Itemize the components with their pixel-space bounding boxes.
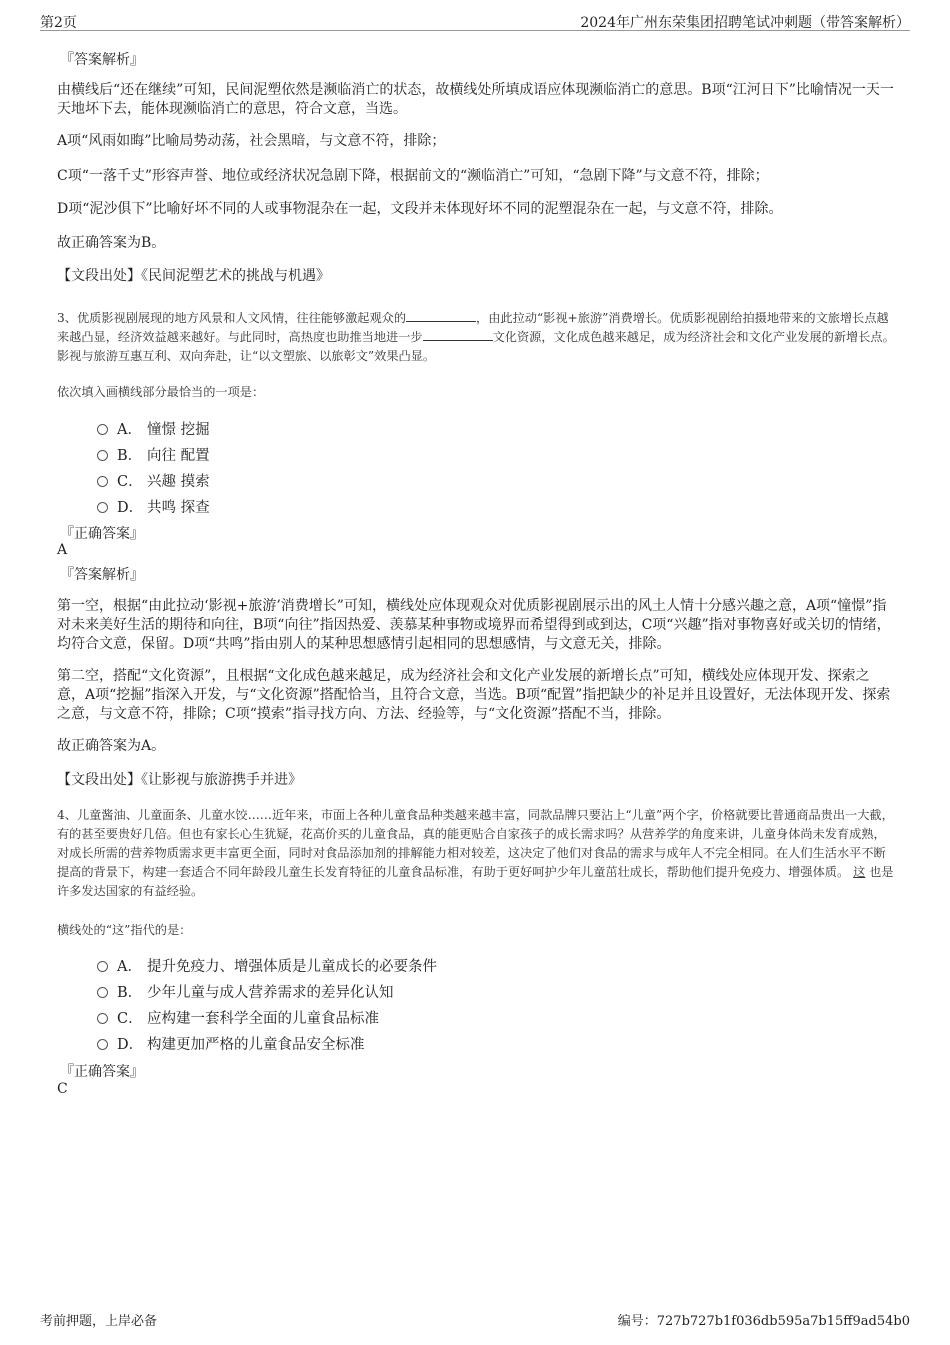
q4-prompt: 横线处的“这”指代的是： [57,923,192,937]
q3-option-d[interactable] [97,496,210,518]
option-text: 提升免疫力、增强体质是儿童成长的必要条件 [147,959,437,975]
q4-option-a[interactable] [97,955,437,977]
q4-stem-part1: 4、儿童酱油、儿童面条、儿童水饺……近年来，市面上各种儿童食品种类越来越丰富，同款品牌只要沾上“儿童”两个字，价格就要比普通商品贵出一大截，有的甚至要贵好几倍。但也有家长心生犹疑，花高价买的儿童食品，真的能更贴合自家孩子的成长需求吗？从营养学的角度来讲，儿童身体尚未发育成熟，对成长所需的营养物质需求更丰富更全面，同时对食品添加剂的排解能力相对较差，这决定了他们对食品的需求与成年人不完全相同。在人们生活水平不断提高的背景下，构建一套适合不同年龄段儿童生长发育特征的儿童食品标准，有助于更好呵护少年儿童茁壮成长，帮助他们提升免疫力、增强体质。 [57,808,894,879]
q3-analysis-para1: 第一空，根据“由此拉动‘影视+旅游’消费增长”可知，横线处应体现观众对优质影视剧展示出的风土人情十分感兴趣之意，A项“憧憬”指对未来美好生活的期待和向往，B项“向往”指因热爱、羡慕某种事物或境界而希望得到或到达，C项“兴趣”指对事物喜好或关切的情绪，均符合文意，保留。D项“共鸣”指由别人的某种思想感情引起相同的思想感情，与文意无关，排除。 [57,598,891,652]
option-text: 少年儿童与成人营养需求的差异化认知 [147,985,394,1001]
document-title: 2024年广州东荣集团招聘笔试冲刺题（带答案解析） [580,15,910,31]
q2-analysis-para1: 由横线后“还在继续”可知，民间泥塑依然是濒临消亡的状态，故横线处所填成语应体现濒临消亡的意思。B项“江河日下”比喻情况一天一天地坏下去，能体现濒临消亡的意思，符合文意，当选。 [57,82,894,117]
q3-analysis-label: 『答案解析』 [60,567,144,583]
radio-icon[interactable] [97,476,108,487]
q3-prompt: 依次填入画横线部分最恰当的一项是： [57,385,265,399]
radio-icon[interactable] [97,987,108,998]
q4-answer-label: 『正确答案』 [60,1064,144,1080]
q2-analysis-para3: C项“一落千丈”形容声誉、地位或经济状况急剧下降，根据前文的“濒临消亡”可知，“急剧下降”与文意不符，排除； [57,168,769,184]
footer-slogan: 考前押题，上岸必备 [40,1314,158,1329]
radio-icon[interactable] [97,424,108,435]
q4-stem-part2: 也是许多发达国家的有益经验。 [57,865,894,898]
q3-option-b[interactable] [97,444,210,466]
q4-option-d[interactable] [97,1033,365,1055]
q2-analysis-para4: D项“泥沙俱下”比喻好坏不同的人或事物混杂在一起，文段并未体现好坏不同的泥塑混杂在一起，与文意不符，排除。 [57,201,783,217]
q3-conclusion: 故正确答案为A。 [57,738,166,754]
option-key: C． [117,474,143,490]
option-key: A． [117,959,142,975]
radio-icon[interactable] [97,1039,108,1050]
option-key: B． [117,985,143,1001]
option-text: 兴趣 摸索 [147,474,210,490]
q3-answer-label: 『正确答案』 [60,526,144,542]
option-key: C． [117,1011,143,1027]
q3-stem-part1: 3、优质影视剧展现的地方风景和人文风情，往往能够激起观众的 [57,311,407,325]
page-number: 第2页 [40,15,77,31]
radio-icon[interactable] [97,961,108,972]
q3-blank-1 [406,309,476,322]
q4-stem [57,806,895,901]
q2-conclusion: 故正确答案为B。 [57,235,166,251]
radio-icon[interactable] [97,502,108,513]
q2-analysis-para2: A项“风雨如晦”比喻局势动荡，社会黑暗，与文意不符，排除； [57,133,446,149]
q3-option-a[interactable] [97,418,210,440]
q4-option-c[interactable] [97,1007,379,1029]
option-text: 构建更加严格的儿童食品安全标准 [147,1037,365,1053]
option-text: 憧憬 挖掘 [147,422,210,438]
option-key: B． [117,448,143,464]
option-text: 应构建一套科学全面的儿童食品标准 [147,1011,379,1027]
q3-analysis-para2: 第二空，搭配“文化资源”，且根据“文化成色越来越足，成为经济社会和文化产业发展的新增长点”可知，横线处应体现开发、探索之意，A项“挖掘”指深入开发，与“文化资源”搭配恰当，且符合文意，当选。B项“配置”指把缺少的补足并且设置好，无法体现开发、探索之意，与文意不符，排除；C项“摸索”指寻找方向、方法、经验等，与“文化资源”搭配不当，排除。 [57,668,891,722]
q2-source: 【文段出处】《民间泥塑艺术的挑战与机遇》 [57,268,330,284]
q3-source: 【文段出处】《让影视与旅游携手并进》 [57,772,302,788]
radio-icon[interactable] [97,1013,108,1024]
option-text: 向往 配置 [147,448,210,464]
radio-icon[interactable] [97,450,108,461]
q3-stem [57,309,895,366]
q4-option-b[interactable] [97,981,394,1003]
option-key: D． [117,1037,144,1053]
q3-option-c[interactable] [97,470,210,492]
page-header [40,8,910,31]
q4-answer: C [57,1081,68,1097]
document-id: 编号：727b727b1f036db595a7b15ff9ad54b0 [617,1314,910,1329]
q2-analysis-label: 『答案解析』 [60,52,144,68]
q3-blank-2 [423,328,493,341]
option-key: D． [117,500,144,516]
q3-stem-part2: ，由此拉动“影视+旅游”消费增长。优质影视剧给拍摄地带来的文旅增长点越来越凸显，经济效益越来越好。与此同时，高热度也助推当地进一步 [57,311,889,344]
q4-underlined-word: 这 [853,865,866,879]
q3-answer: A [57,542,68,558]
option-key: A． [117,422,142,438]
option-text: 共鸣 探查 [147,500,210,516]
q3-stem-part3: 文化资源，文化成色越来越足，成为经济社会和文化产业发展的新增长点。影视与旅游互惠互利、双向奔赴，让“以文塑旅、以旅彰文”效果凸显。 [57,330,895,363]
